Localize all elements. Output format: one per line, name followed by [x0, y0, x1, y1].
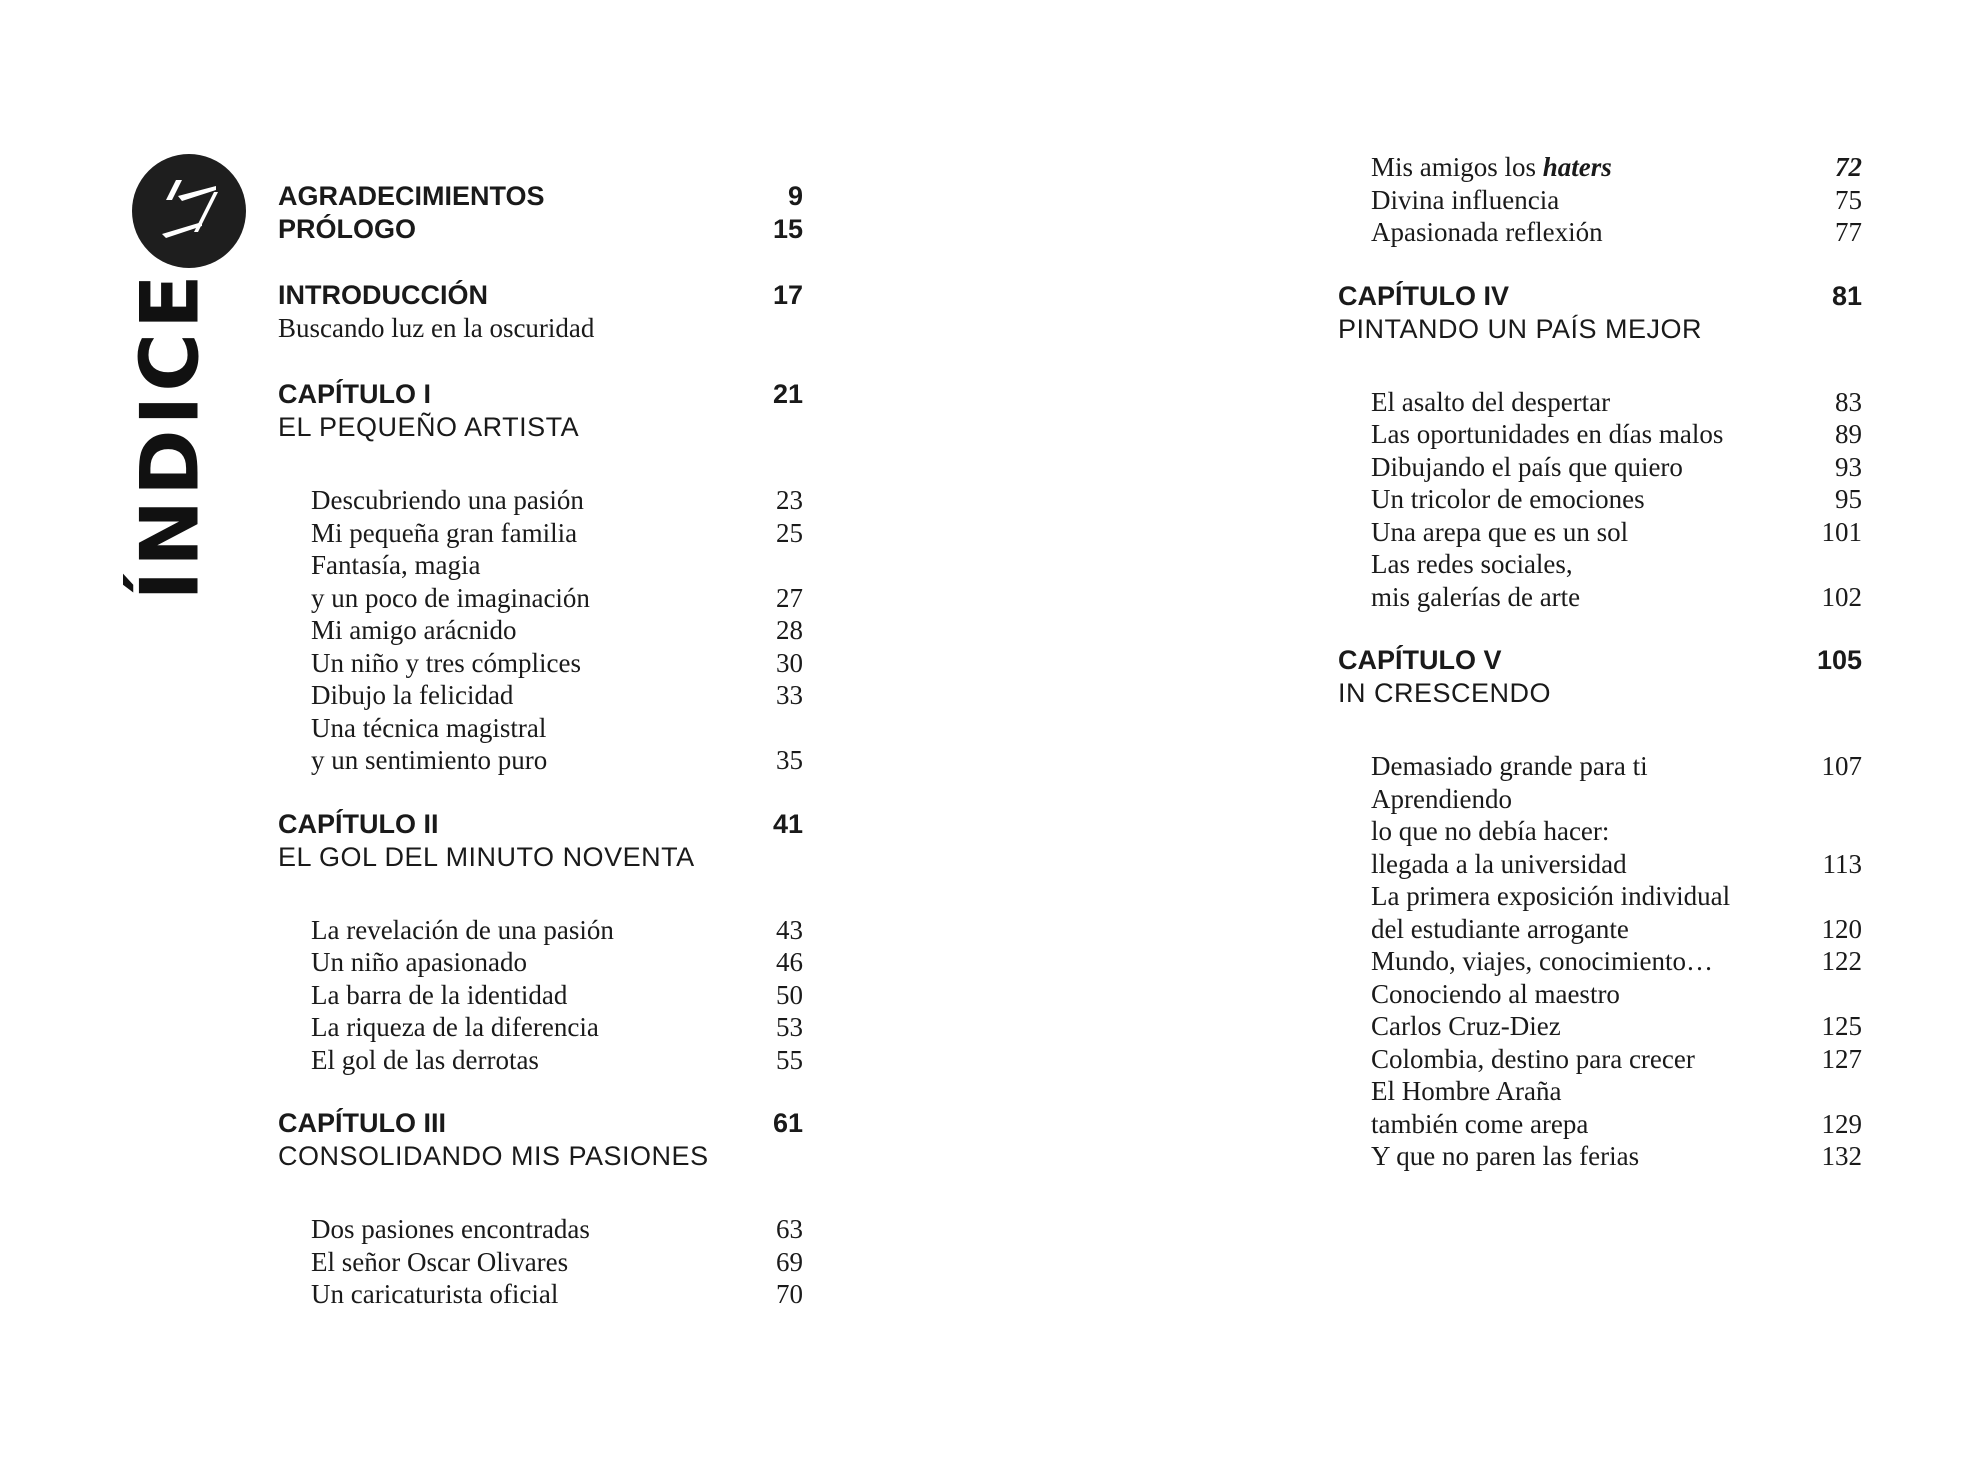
toc-item[interactable] — [1338, 913, 1862, 946]
toc-item[interactable] — [278, 679, 803, 712]
chapter-heading[interactable] — [278, 808, 803, 841]
item-page: 132 — [1821, 1141, 1862, 1171]
item-text: La riqueza de la diferencia — [311, 1012, 599, 1042]
item-page: 120 — [1821, 913, 1862, 944]
item-text: y un poco de imaginación — [311, 582, 590, 613]
toc-item[interactable] — [1338, 1075, 1862, 1108]
item-text: La primera exposición individual — [1371, 881, 1731, 911]
item-text: Las oportunidades en días malos — [1371, 419, 1724, 449]
left-toc — [278, 180, 803, 1311]
toc-item[interactable] — [1338, 815, 1862, 848]
chapter-title: CAPÍTULO III — [278, 1108, 446, 1138]
toc-item[interactable] — [278, 549, 803, 582]
item-page: 69 — [776, 1246, 803, 1277]
item-text: Un caricaturista oficial — [311, 1279, 559, 1309]
item-text: Y que no paren las ferias — [1371, 1141, 1640, 1171]
toc-item[interactable] — [1338, 184, 1862, 217]
chapter-page: 105 — [1816, 645, 1862, 675]
toc-item[interactable] — [278, 647, 803, 680]
item-page: 95 — [1835, 484, 1862, 514]
chapter-title: CAPÍTULO V — [1338, 645, 1502, 675]
item-text: lo que no debía hacer: — [1371, 816, 1610, 846]
right-toc — [1338, 151, 1862, 1173]
toc-item[interactable] — [1338, 848, 1862, 881]
item-text: Una técnica magistral — [311, 712, 547, 743]
item-text: del estudiante arrogante — [1371, 913, 1629, 944]
toc-item[interactable] — [1338, 1140, 1862, 1173]
toc-entry-prologo[interactable] — [278, 213, 803, 246]
item-text: Colombia, destino para crecer — [1371, 1043, 1695, 1074]
item-text: mis galerías de arte — [1371, 581, 1581, 612]
right-page — [993, 0, 1985, 1470]
item-page: 72 — [1835, 152, 1862, 182]
toc-item[interactable] — [1338, 880, 1862, 913]
item-page: 35 — [776, 745, 803, 775]
toc-item[interactable] — [1338, 548, 1862, 581]
item-page: 30 — [776, 647, 803, 678]
chapter-heading[interactable] — [1338, 644, 1862, 677]
logo-icon — [132, 154, 246, 268]
item-text: Fantasía, magia — [311, 550, 481, 580]
item-text: Mundo, viajes, conocimiento… — [1371, 946, 1713, 976]
item-page: 46 — [776, 947, 803, 977]
entry-title: AGRADECIMIENTOS — [278, 181, 545, 211]
toc-item[interactable] — [1338, 516, 1862, 549]
item-text: Mi pequeña gran familia — [311, 517, 578, 548]
chapter-title: CAPÍTULO II — [278, 808, 439, 839]
item-page: 43 — [776, 914, 803, 945]
left-page — [0, 0, 992, 1470]
item-text — [1371, 151, 1612, 184]
item-page: 122 — [1821, 946, 1862, 976]
chapter-page: 61 — [772, 1108, 803, 1138]
index-side-title — [123, 269, 217, 601]
toc-item[interactable] — [278, 1278, 803, 1311]
toc-item[interactable] — [1338, 216, 1862, 249]
item-page: 63 — [776, 1214, 803, 1244]
toc-item[interactable] — [278, 979, 803, 1012]
item-page: 113 — [1822, 848, 1862, 879]
toc-item[interactable] — [278, 1044, 803, 1077]
item-text: llegada a la universidad — [1371, 848, 1627, 879]
chapter-page: 81 — [1831, 280, 1862, 311]
index-title-text: ÍNDICE — [123, 269, 217, 601]
toc-item[interactable] — [278, 517, 803, 550]
toc-item[interactable] — [278, 946, 803, 979]
toc-item[interactable] — [1338, 386, 1862, 419]
toc-item[interactable] — [278, 712, 803, 745]
item-text: Dibujando el país que quiero — [1371, 451, 1683, 482]
item-text: Las redes sociales, — [1371, 549, 1573, 579]
chapter-page: 41 — [772, 808, 803, 839]
item-page: 101 — [1821, 516, 1862, 547]
toc-item[interactable] — [1338, 945, 1862, 978]
toc-item[interactable] — [1338, 978, 1862, 1011]
item-page: 102 — [1821, 581, 1862, 612]
item-page: 53 — [776, 1012, 803, 1042]
chapter-subtitle: CONSOLIDANDO MIS PASIONES — [278, 1141, 709, 1171]
toc-item[interactable] — [278, 582, 803, 615]
item-text: El asalto del despertar — [1371, 386, 1611, 417]
item-page: 70 — [776, 1279, 803, 1309]
chapter-subtitle: IN CRESCENDO — [1338, 678, 1552, 708]
toc-item[interactable] — [278, 614, 803, 647]
item-text: Dos pasiones encontradas — [311, 1214, 590, 1244]
item-text: El Hombre Araña — [1371, 1076, 1562, 1106]
item-text: Descubriendo una pasión — [311, 485, 584, 515]
chapter-subtitle: EL GOL DEL MINUTO NOVENTA — [278, 841, 695, 872]
item-page: 125 — [1821, 1011, 1862, 1041]
entry-page: 17 — [772, 280, 803, 310]
item-page: 83 — [1835, 386, 1862, 417]
toc-entry-agradecimientos[interactable] — [278, 180, 803, 213]
toc-item[interactable] — [1338, 750, 1862, 783]
intro-subtitle: Buscando luz en la oscuridad — [278, 313, 595, 343]
toc-item[interactable] — [1338, 1108, 1862, 1141]
chapter-heading[interactable] — [1338, 280, 1862, 313]
item-text: El gol de las derrotas — [311, 1044, 539, 1075]
chapter-page: 21 — [772, 379, 803, 409]
toc-item[interactable] — [1338, 1010, 1862, 1043]
item-text: Dibujo la felicidad — [311, 680, 514, 710]
toc-item[interactable] — [1338, 483, 1862, 516]
toc-item[interactable] — [1338, 451, 1862, 484]
item-text: El señor Oscar Olivares — [311, 1246, 569, 1277]
item-page: 50 — [776, 979, 803, 1010]
item-page: 107 — [1821, 751, 1862, 781]
toc-entry-introduccion[interactable] — [278, 279, 803, 312]
entry-title: INTRODUCCIÓN — [278, 280, 488, 310]
item-page: 25 — [776, 517, 803, 548]
item-page: 55 — [776, 1044, 803, 1075]
toc-item[interactable] — [278, 1213, 803, 1246]
item-text: Un niño apasionado — [311, 947, 527, 977]
toc-item[interactable] — [1338, 783, 1862, 816]
item-page: 77 — [1835, 217, 1862, 247]
toc-item[interactable] — [278, 1011, 803, 1044]
chapter-heading[interactable] — [278, 1107, 803, 1140]
item-text: Una arepa que es un sol — [1371, 516, 1629, 547]
item-text-emphasis: haters — [1542, 152, 1612, 182]
toc-item[interactable] — [1338, 1043, 1862, 1076]
chapter-title: CAPÍTULO I — [278, 379, 431, 409]
item-text: Conociendo al maestro — [1371, 978, 1620, 1009]
toc-item[interactable] — [1338, 581, 1862, 614]
item-page: 27 — [776, 582, 803, 613]
toc-item[interactable] — [278, 744, 803, 777]
item-text: y un sentimiento puro — [311, 745, 548, 775]
item-page: 127 — [1821, 1043, 1862, 1074]
entry-title: PRÓLOGO — [278, 214, 417, 244]
item-page: 93 — [1835, 451, 1862, 482]
toc-item[interactable] — [278, 484, 803, 517]
item-page: 28 — [776, 615, 803, 645]
item-text: Divina influencia — [1371, 184, 1560, 215]
toc-item[interactable] — [1338, 151, 1862, 184]
entry-page: 9 — [787, 181, 803, 211]
toc-item[interactable] — [1338, 418, 1862, 451]
item-text: La revelación de una pasión — [311, 914, 614, 945]
chapter-subtitle: PINTANDO UN PAÍS MEJOR — [1338, 313, 1703, 344]
item-text: Aprendiendo — [1371, 783, 1512, 814]
item-text: también come arepa — [1371, 1108, 1589, 1139]
item-page: 129 — [1821, 1108, 1862, 1139]
toc-item[interactable] — [278, 1246, 803, 1279]
chapter-heading[interactable] — [278, 378, 803, 411]
item-text: La barra de la identidad — [311, 979, 568, 1010]
item-text: Un niño y tres cómplices — [311, 647, 581, 678]
item-text: Demasiado grande para ti — [1371, 751, 1648, 781]
toc-item[interactable] — [278, 914, 803, 947]
item-text-plain: Mis amigos los — [1371, 152, 1543, 182]
item-page: 23 — [776, 485, 803, 515]
item-page: 89 — [1835, 419, 1862, 449]
item-text: Carlos Cruz-Diez — [1371, 1011, 1561, 1041]
chapter-subtitle: EL PEQUEÑO ARTISTA — [278, 412, 580, 442]
chapter-title: CAPÍTULO IV — [1338, 280, 1510, 311]
item-page: 75 — [1835, 184, 1862, 215]
item-page: 33 — [776, 680, 803, 710]
entry-page: 15 — [772, 214, 803, 244]
item-text: Un tricolor de emociones — [1371, 484, 1645, 514]
item-text: Apasionada reflexión — [1371, 217, 1603, 247]
item-text: Mi amigo arácnido — [311, 615, 517, 645]
